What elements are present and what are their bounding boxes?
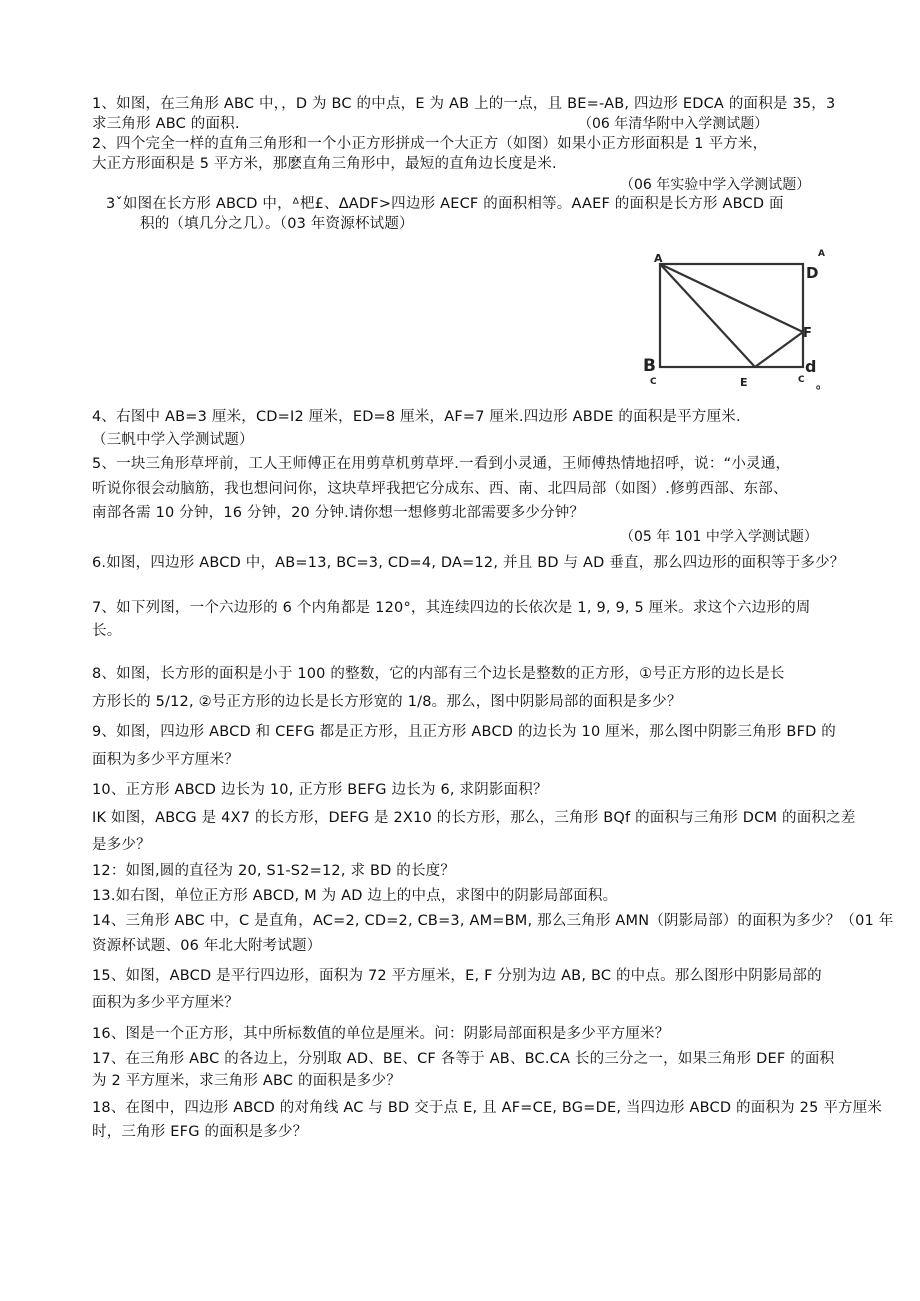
problem-18-line-2: 时，三角形 EFG 的面积是多少？ xyxy=(92,1124,308,1140)
problem-2-line-1: 2、四个完全一样的直角三角形和一个小正方形拼成一个大正方（如图）如果小正方形面积是 1 平方米， xyxy=(92,136,768,152)
line-e-f xyxy=(755,332,803,367)
problem-11-line-1: IK 如图，ABCG 是 4X7 的长方形，DEFG 是 2X10 的长方形，那么，三角形 BQf 的面积与三角形 DCM 的面积之差 xyxy=(92,810,856,826)
problem-5-line-3: 南部各需 10 分钟，16 分钟，20 分钟.请你想一想修剪北部需要多少分钟？ xyxy=(92,505,585,521)
figure-dot: 。 xyxy=(816,377,829,391)
label-a-top: A xyxy=(818,249,825,259)
problem-15-line-2: 面积为多少平方厘米？ xyxy=(92,995,239,1011)
problem-3-line-2: 积的（填几分之几）。（03 年资源杯试题） xyxy=(140,216,414,232)
problem-5-line-2: 听说你很会动脑筋，我也想问问你，这块草坪我把它分成东、西、南、北四局部（如图）.修剪西部、东部、 xyxy=(92,481,788,497)
problem-16-line-1: 16、图是一个正方形，其中所标数值的单位是厘米。问：阴影局部面积是多少平方厘米？ xyxy=(92,1026,670,1042)
line-a-e xyxy=(660,264,755,367)
label-e: E xyxy=(740,376,748,389)
problem-9-line-1: 9、如图，四边形 ABCD 和 CEFG 都是正方形，且正方形 ABCD 的边长为 10 厘米，那么图中阴影三角形 BFD 的 xyxy=(92,724,836,740)
problem-15-line-1: 15、如图，ABCD 是平行四边形，面积为 72 平方厘米，E, F 分别为边 AB, BC 的中点。那么图形中阴影局部的 xyxy=(92,968,822,984)
problem-13-line-1: 13.如右图，单位正方形 ABCD, M 为 AD 边上的中点，求图中的阴影局部面积。 xyxy=(92,888,618,904)
problem-6-line-1: 6.如图，四边形 ABCD 中，AB=13, BC=3, CD=4, DA=12, 并且 BD 与 AD 垂直，那么四边形的面积等于多少？ xyxy=(92,555,845,571)
label-b: B xyxy=(643,356,656,376)
problem-10-line-1: 10、正方形 ABCD 边长为 10, 正方形 BEFG 边长为 6, 求阴影面积？ xyxy=(92,782,548,798)
problem-9-line-2: 面积为多少平方厘米？ xyxy=(92,752,239,768)
problem-3-line-1: 3ˇ如图在长方形 ABCD 中，ᐞ杷£、ΔADF>四边形 AECF 的面积相等。AAEF 的面积是长方形 ABCD 面 xyxy=(106,196,784,212)
outer-rectangle xyxy=(660,264,803,367)
problem-7-line-1: 7、如下列图，一个六边形的 6 个内角都是 120°，其连续四边的长依次是 1, 9, 9, 5 厘米。求这个六边形的周 xyxy=(92,600,811,616)
problem-5-line-1: 5、一块三角形草坪前，工人王师傅正在用剪草机剪草坪.一看到小灵通，王师傅热情地招呼，说：“小灵通， xyxy=(92,456,791,472)
problem-17-line-1: 17、在三角形 ABC 的各边上，分别取 AD、BE、CF 各等于 AB、BC.CA 长的三分之一，如果三角形 DEF 的面积 xyxy=(92,1051,835,1067)
problem-8-line-1: 8、如图，长方形的面积是小于 100 的整数，它的内部有三个边长是整数的正方形，①号正方形的边长是长 xyxy=(92,666,785,682)
problem-2-line-2: 大正方形面积是 5 平方米，那麽直角三角形中，最短的直角边长度是米. xyxy=(92,156,557,172)
line-a-f xyxy=(660,264,803,332)
rectangle-figure xyxy=(640,244,830,394)
corner-mark-right: C xyxy=(798,375,805,385)
problem-17-line-2: 为 2 平方厘米，求三角形 ABC 的面积是多少？ xyxy=(92,1073,401,1089)
problem-1-source: （06 年清华附中入学测试题） xyxy=(578,116,769,132)
problem-11-line-2: 是多少？ xyxy=(92,837,151,853)
label-d: D xyxy=(806,264,819,282)
problem-7-line-2: 长。 xyxy=(92,623,122,639)
problem-14-line-1: 14、三角形 ABC 中，C 是直角，AC=2, CD=2, CB=3, AM=BM, 那么三角形 AMN（阴影局部）的面积为多少？（01 年 xyxy=(92,913,894,929)
problem-14-line-2: 资源杯试题、06 年北大附考试题） xyxy=(92,938,322,954)
problem-18-line-1: 18、在图中，四边形 ABCD 的对角线 AC 与 BD 交于点 E, 且 AF=CE, BG=DE, 当四边形 ABCD 的面积为 25 平方厘米 xyxy=(92,1100,883,1116)
problem-1-line-2: 求三角形 ABC 的面积. xyxy=(92,116,240,132)
problem-4-line-1: 4、右图中 AB=3 厘米，CD=I2 厘米，ED=8 厘米，AF=7 厘米.四边形 ABDE 的面积是平方厘米. xyxy=(92,409,741,425)
label-f: F xyxy=(803,326,812,341)
problem-1-line-1: 1、如图，在三角形 ABC 中，，D 为 BC 的中点，E 为 AB 上的一点，且 BE=-AB, 四边形 EDCA 的面积是 35，3 xyxy=(92,96,836,112)
problem-4-line-2: （三帆中学入学测试题） xyxy=(92,432,254,448)
problem-2-source: （06 年实验中学入学测试题） xyxy=(620,177,811,193)
problem-5-source: （05 年 101 中学入学测试题） xyxy=(620,529,818,545)
label-a: A xyxy=(654,252,663,265)
rectangle-figure-svg xyxy=(640,244,830,394)
problem-8-line-2: 方形长的 5/12, ②号正方形的边长是长方形宽的 1/8。那么，图中阴影局部的面积是多少？ xyxy=(92,694,682,710)
corner-mark-left: C xyxy=(650,377,657,387)
problem-12-line-1: 12：如图,圆的直径为 20, S1-S2=12, 求 BD 的长度？ xyxy=(92,863,456,879)
label-d-lower: d xyxy=(805,357,817,376)
